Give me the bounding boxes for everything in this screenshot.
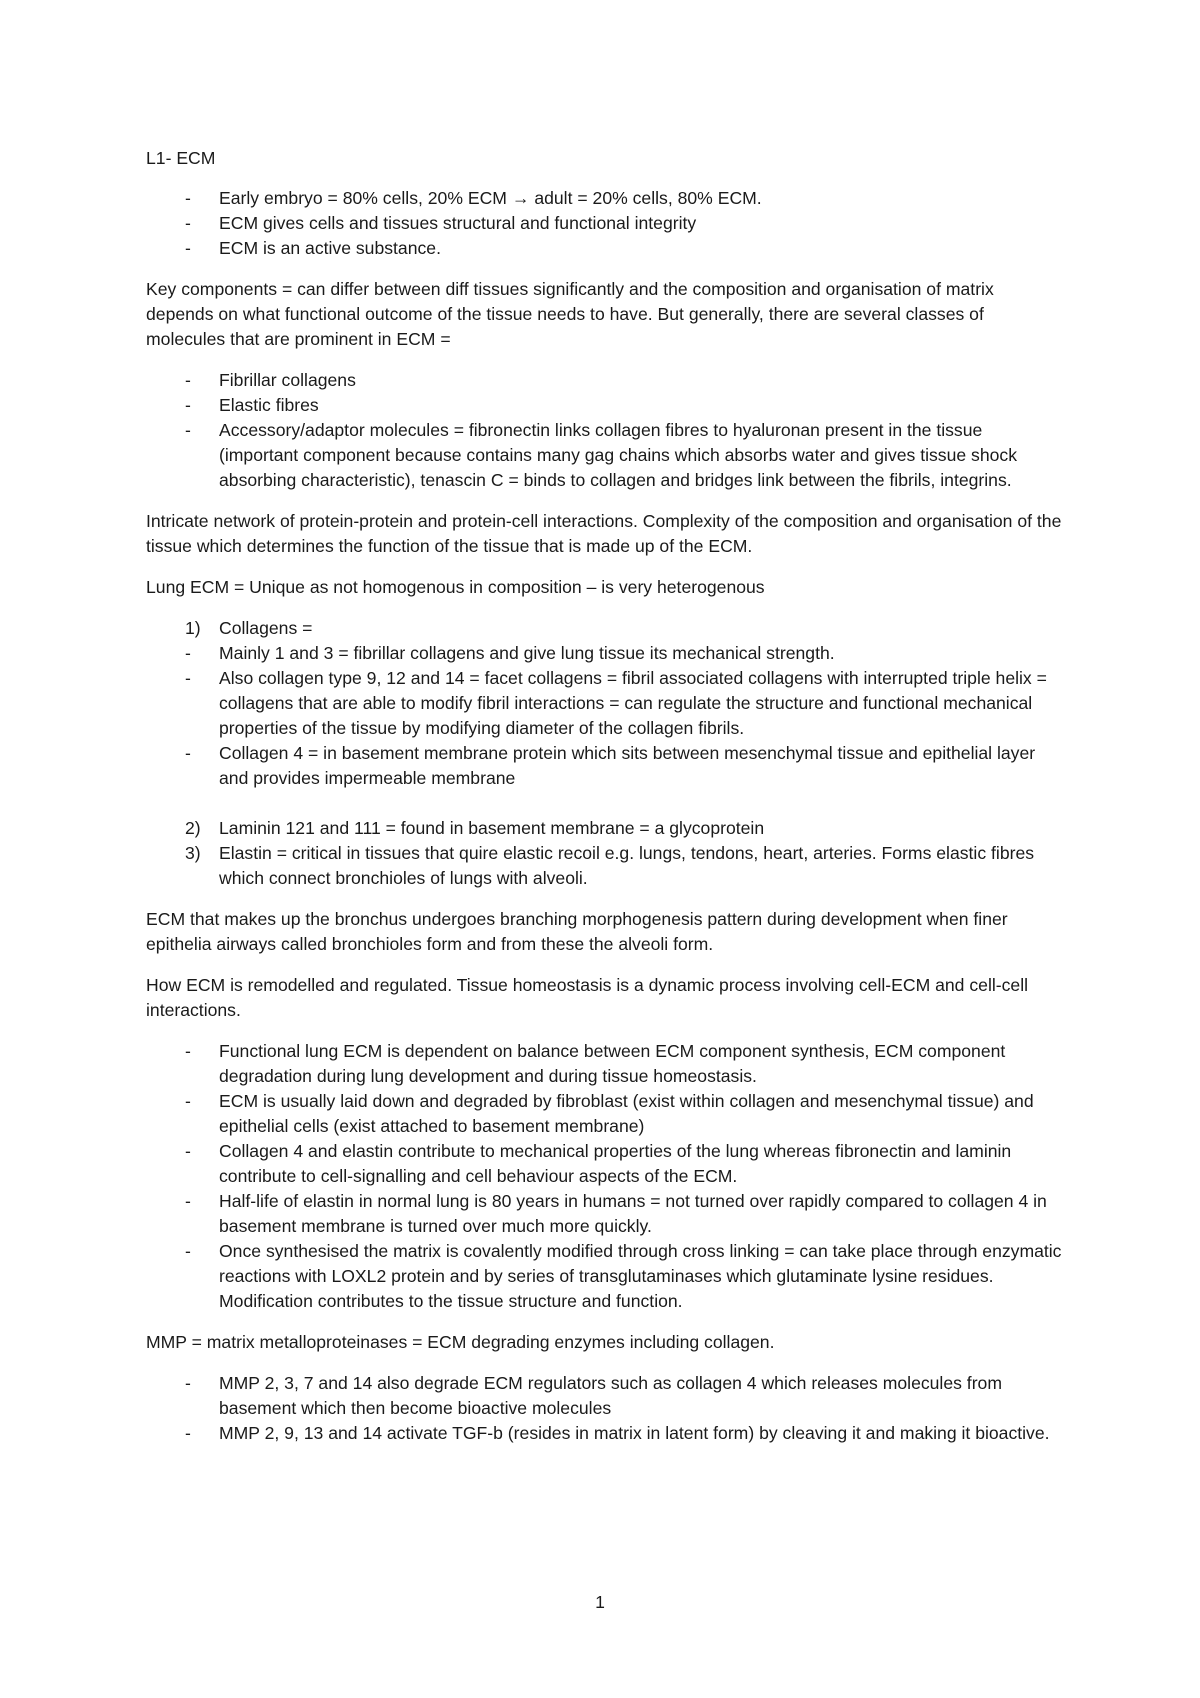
page-number: 1 bbox=[595, 1592, 605, 1612]
lung-numbered-list-2 bbox=[146, 816, 1066, 891]
list-item: - Mainly 1 and 3 = fibrillar collagens and give lung tissue its mechanical strength. bbox=[146, 641, 1066, 666]
list-item: - Accessory/adaptor molecules = fibronectin links collagen fibres to hyaluronan present in the tissue (important component because contains many gag chains which absorbs water and gives tissue shock absorbing characteristic), tenascin C = binds to collagen and bridges link between the fibrils, integrins. bbox=[146, 418, 1066, 493]
numbered-item bbox=[146, 816, 1066, 841]
list-item: - Also collagen type 9, 12 and 14 = facet collagens = fibril associated collagens with interrupted triple helix = collagens that are able to modify fibril interactions = can regulate the structure and functional mechanical properties of the tissue by modifying diameter of the collagen fibrils. bbox=[146, 666, 1066, 741]
item-number: 1) bbox=[185, 618, 201, 638]
numbered-item bbox=[146, 616, 1066, 641]
mmp-list bbox=[146, 1371, 1066, 1446]
list-item: - Half-life of elastin in normal lung is 80 years in humans = not turned over rapidly compared to collagen 4 in basement membrane is turned over much more quickly. bbox=[146, 1189, 1066, 1239]
key-components-paragraph: Key components = can differ between diff tissues significantly and the composition and organisation of matrix depends on what functional outcome of the tissue needs to have. But generally, there are several classes of molecules that are prominent in ECM = bbox=[146, 279, 994, 349]
list-item: - Collagen 4 and elastin contribute to mechanical properties of the lung whereas fibronectin and laminin contribute to cell-signalling and cell behaviour aspects of the ECM. bbox=[146, 1139, 1066, 1189]
list-item: - ECM is an active substance. bbox=[146, 236, 1066, 261]
list-item: - Once synthesised the matrix is covalently modified through cross linking = can take place through enzymatic reactions with LOXL2 protein and by series of transglutaminases which glutaminate lysine residues. Modification contributes to the tissue structure and function. bbox=[146, 1239, 1066, 1314]
item-text: Elastin = critical in tissues that quire elastic recoil e.g. lungs, tendons, heart, arteries. Forms elastic fibres which connect bronchioles of lungs with alveoli. bbox=[219, 843, 1035, 888]
list-item: - MMP 2, 3, 7 and 14 also degrade ECM regulators such as collagen 4 which releases molecules from basement which then become bioactive molecules bbox=[146, 1371, 1066, 1421]
remodel-list bbox=[146, 1039, 1066, 1314]
network-paragraph: Intricate network of protein-protein and protein-cell interactions. Complexity of the composition and organisation of the tissue which determines the function of the tissue that is made up of the ECM. bbox=[146, 511, 1062, 556]
key-components-list bbox=[146, 368, 1066, 493]
numbered-item bbox=[146, 841, 1066, 891]
list-item: - ECM gives cells and tissues structural and functional integrity bbox=[146, 211, 1066, 236]
intro-list bbox=[146, 186, 1066, 261]
item-text: Collagens = bbox=[219, 618, 313, 638]
bronchus-paragraph: ECM that makes up the bronchus undergoes branching morphogenesis pattern during development when finer epithelia airways called bronchioles form and from these the alveoli form. bbox=[146, 909, 1008, 954]
lung-ecm-paragraph: Lung ECM = Unique as not homogenous in composition – is very heterogenous bbox=[146, 577, 765, 597]
list-item: - Early embryo = 80% cells, 20% ECM → adult = 20% cells, 80% ECM. bbox=[146, 186, 1066, 211]
document-title: L1- ECM bbox=[146, 148, 216, 168]
item-text: Laminin 121 and 111 = found in basement membrane = a glycoprotein bbox=[219, 818, 765, 838]
list-item: - Fibrillar collagens bbox=[146, 368, 1066, 393]
list-item: - MMP 2, 9, 13 and 14 activate TGF-b (resides in matrix in latent form) by cleaving it and making it bioactive. bbox=[146, 1421, 1066, 1446]
lung-numbered-list-1 bbox=[146, 616, 1066, 641]
page-content bbox=[146, 146, 1066, 1462]
list-item: - Elastic fibres bbox=[146, 393, 1066, 418]
collagen-list bbox=[146, 641, 1066, 791]
item-number: 2) bbox=[185, 818, 201, 838]
remodel-paragraph: How ECM is remodelled and regulated. Tissue homeostasis is a dynamic process involving cell-ECM and cell-cell interactions. bbox=[146, 975, 1029, 1020]
list-item: - Collagen 4 = in basement membrane protein which sits between mesenchymal tissue and epithelial layer and provides impermeable membrane bbox=[146, 741, 1066, 791]
list-item: - Functional lung ECM is dependent on balance between ECM component synthesis, ECM component degradation during lung development and during tissue homeostasis. bbox=[146, 1039, 1066, 1089]
item-number: 3) bbox=[185, 843, 201, 863]
mmp-paragraph: MMP = matrix metalloproteinases = ECM degrading enzymes including collagen. bbox=[146, 1332, 775, 1352]
list-item: - ECM is usually laid down and degraded by fibroblast (exist within collagen and mesenchymal tissue) and epithelial cells (exist attached to basement membrane) bbox=[146, 1089, 1066, 1139]
